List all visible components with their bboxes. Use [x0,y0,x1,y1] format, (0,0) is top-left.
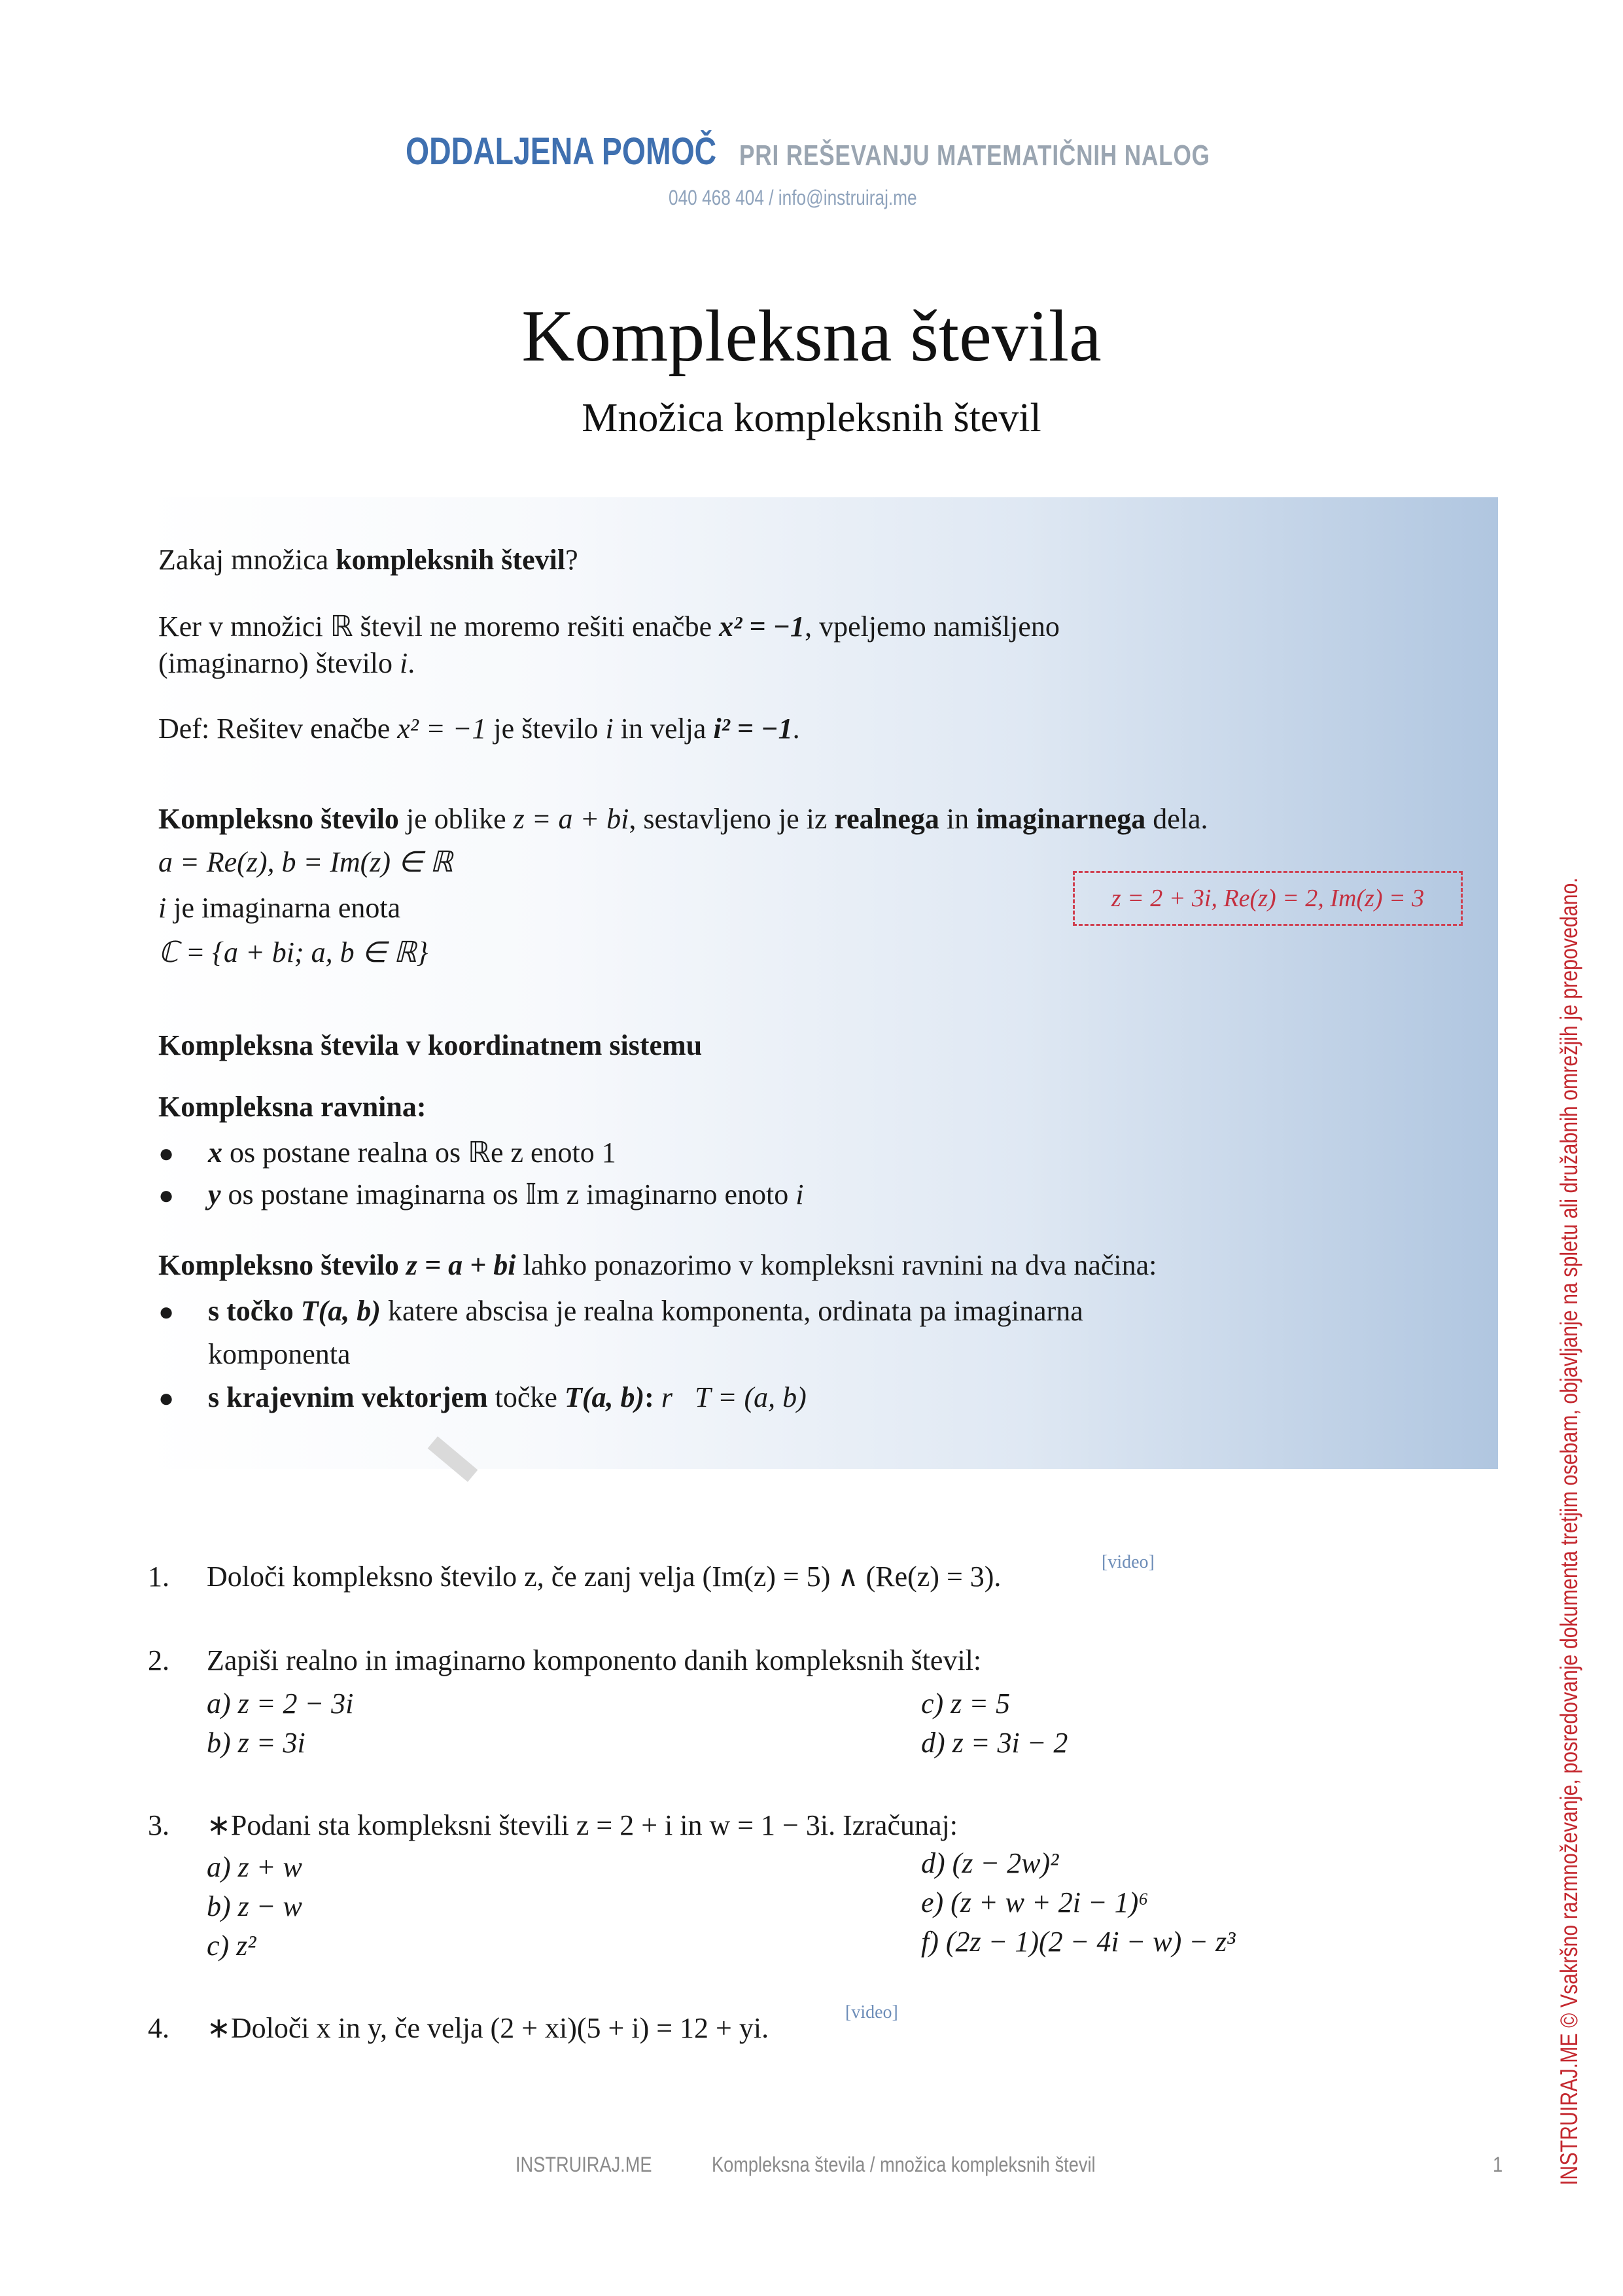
text: , vpeljemo namišljeno [805,610,1060,643]
paragraph-1-cont [158,646,415,680]
symbol-i: i [158,892,167,924]
exercise-1-number: 1. [148,1561,169,1593]
plane-bullet-1 [158,1136,174,1169]
equation: i² = −1 [713,713,793,745]
exercise-2-text: Zapiši realno in imaginarno komponento danih kompleksnih števil: [207,1644,982,1676]
example-box: z = 2 + 3i, Re(z) = 2, Im(z) = 3 [1073,871,1463,926]
equation: z = a + bi [513,803,629,835]
imag-unit-line [158,891,400,925]
equation: z = a + bi [406,1249,516,1281]
re-im-line: a = Re(z), b = Im(z) ∈ ℝ [158,846,453,878]
rep-bullet-1 [158,1294,174,1328]
symbol-i: i [605,713,614,745]
exercise-3-a: a) z + w [207,1851,302,1883]
text: lahko ponazorimo v kompleksni ravnini na dva načina: [515,1249,1157,1281]
text: os postane imaginarna os 𝕀m z imaginarno enoto [220,1178,796,1210]
text: ? [565,544,578,576]
footer-brand: INSTRUIRAJ.ME [515,2153,652,2176]
bullet-icon: ● [158,1180,175,1210]
exercise-3-text: ∗Podani sta kompleksni števili z = 2 + i in w = 1 − 3i. Izračunaj: [207,1809,958,1841]
text: dela. [1145,803,1208,835]
exercise-3-number: 3. [148,1809,169,1841]
plane-bullet-2-text [208,1178,804,1211]
rep-bullet-1-cont: komponenta [208,1338,351,1370]
plane-bullet-1-text [208,1136,616,1169]
exercise-2-c: c) z = 5 [921,1687,1010,1720]
exercise-2-a: a) z = 2 − 3i [207,1687,354,1720]
text: : [644,1381,661,1413]
paragraph-1 [158,610,1060,643]
text: . [792,713,800,745]
symbol-i: i [400,647,408,679]
text: je imaginarna enota [166,892,401,924]
text: os postane realna os ℝe z enoto 1 [222,1137,616,1169]
rep-bullet-1-text [208,1294,1083,1328]
symbol-i: i [795,1178,804,1210]
exercise-3-f: f) (2z − 1)(2 − 4i − w) − z³ [921,1926,1236,1958]
text-bold: imaginarnega [976,803,1146,835]
text-bold: realnega [834,803,939,835]
text: katere abscisa je realna komponenta, ordinata pa imaginarna [380,1295,1083,1327]
definition-line [158,712,800,745]
bullet-icon: ● [158,1383,175,1413]
rep-bullet-2 [158,1381,174,1414]
exercise-4-number: 4. [148,2012,169,2044]
bullet-icon: ● [158,1139,175,1168]
header-contact[interactable]: 040 468 404 / info@instruiraj.me [669,186,917,209]
exercise-4-text: ∗Določi x in y, če velja (2 + xi)(5 + i) = 12 + yi. [207,2012,769,2044]
text-bold: s krajevnim vektorjem [208,1381,488,1413]
text: Ker v množici ℝ števil ne moremo rešiti enačbe [158,610,720,643]
point-T: T(a, b) [300,1295,381,1327]
text: , sestavljeno je iz [629,803,835,835]
complex-definition [158,802,1208,836]
footer-page-number: 1 [1493,2153,1503,2176]
exercise-2-number: 2. [148,1644,169,1676]
video-link[interactable]: [video] [1102,1552,1155,1572]
text: in velja [613,713,714,745]
header-title: ODDALJENA POMOČ [406,130,717,173]
text: točke [487,1381,565,1413]
text-bold: Kompleksno število [158,803,399,835]
text: . [408,647,415,679]
exercise-3-c: c) z² [207,1930,256,1962]
header-subtitle: PRI REŠEVANJU MATEMATIČNIH NALOG [739,139,1210,171]
text-bold: kompleksnih števil [336,544,566,576]
coord-heading: Kompleksna števila v koordinatnem sistemu [158,1029,703,1061]
exercise-3-e: e) (z + w + 2i − 1)⁶ [921,1886,1149,1918]
footer-document: Kompleksna števila / množica kompleksnih števil [712,2153,1096,2176]
bullet-icon: ● [158,1297,175,1326]
page-title: Kompleksna števila [521,296,1102,377]
vector-equation: r⃗T = (a, b) [661,1381,807,1413]
text: je oblike [398,803,514,835]
text-bold: s točko [208,1295,301,1327]
text: je število [486,713,606,745]
exercise-2-b: b) z = 3i [207,1727,305,1759]
video-link[interactable]: [video] [845,2002,898,2022]
question-line [158,543,578,576]
page-subtitle: Množica kompleksnih števil [582,396,1041,440]
equation: x² = −1 [397,713,487,745]
point-T: T(a, b) [564,1381,645,1413]
exercise-1-text: Določi kompleksno število z, če zanj velja (Im(z) = 5) ∧ (Re(z) = 3). [207,1561,1002,1593]
exercise-2-d: d) z = 3i − 2 [921,1727,1068,1759]
set-c-line: ℂ = {a + bi; a, b ∈ ℝ} [158,936,428,968]
plane-bullet-2 [158,1178,174,1211]
equation: x² = −1 [719,610,805,643]
copyright-notice: INSTRUIRAJ.ME © Vsakršno razmnoževanje, posredovanje dokumenta tretjim osebam, objavljanje na spletu ali družabnih omrežjih je prepovedano. [1556,877,1582,2185]
text: Def: Rešitev enačbe [158,713,398,745]
text: in [939,803,977,835]
text: (imaginarno) število [158,647,400,679]
exercise-3-d: d) (z − 2w)² [921,1847,1059,1879]
text: Zakaj množica [158,544,336,576]
text-bold: Kompleksno število [158,1249,406,1281]
representation-intro [158,1248,1157,1282]
rep-bullet-2-text [208,1381,807,1414]
exercise-3-b: b) z − w [207,1890,302,1922]
symbol-x: x [208,1137,222,1169]
plane-heading: Kompleksna ravnina: [158,1091,427,1123]
symbol-y: y [208,1178,221,1210]
